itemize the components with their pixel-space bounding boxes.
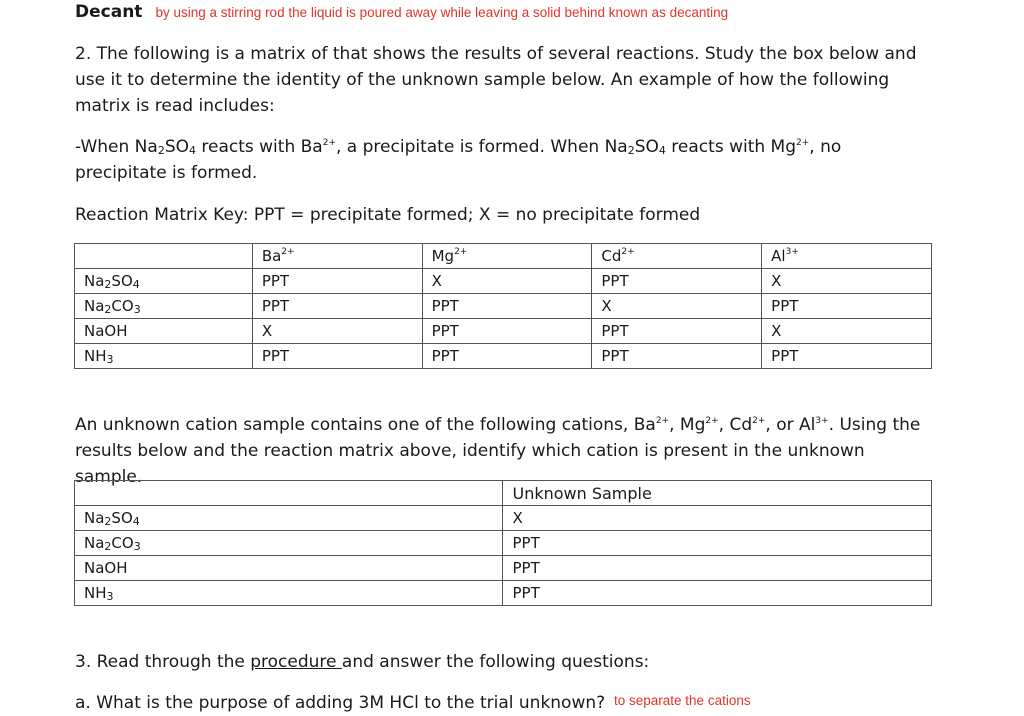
matrix-col-header: $Mg^{2+}$ xyxy=(422,244,592,269)
matrix-row xyxy=(75,269,932,294)
unknown-corner-cell xyxy=(75,481,503,506)
matrix-cell: PPT xyxy=(252,344,422,369)
unknown-cell: X xyxy=(503,506,932,531)
unknown-sample-header: Unknown Sample xyxy=(503,481,932,506)
matrix-row-header: NaOH xyxy=(75,319,253,344)
unknown-cell: PPT xyxy=(503,581,932,606)
decant-line xyxy=(75,2,728,22)
matrix-col-header: $Ba^{2+}$ xyxy=(252,244,422,269)
q2-intro: 2. The following is a matrix of that shows the results of several reactions. Study the box below and use it to determine the identity of the unknown sample below. An example of how the following matrix is read includes: xyxy=(75,44,917,116)
matrix-cell: PPT xyxy=(592,344,762,369)
unknown-row xyxy=(75,581,932,606)
matrix-cell: PPT xyxy=(252,269,422,294)
matrix-row xyxy=(75,344,932,369)
matrix-header-row xyxy=(75,244,932,269)
matrix-col-header: $Al^{3+}$ xyxy=(762,244,932,269)
matrix-row-header: $NH_3$ xyxy=(75,344,253,369)
unknown-row-header: $Na_2CO_3$ xyxy=(75,531,503,556)
unknown-cell: PPT xyxy=(503,531,932,556)
unknown-intro: An unknown cation sample contains one of the following cations, $Ba^{2+}$, $Mg^{2+}$, $Cd^{2+}$, or $Al^{3+}$. Using the results below and the reaction matrix above, identify which cation is present in the unknown sample. xyxy=(75,415,921,487)
unknown-row xyxy=(75,531,932,556)
matrix-cell: PPT xyxy=(592,269,762,294)
matrix-cell: PPT xyxy=(762,294,932,319)
decant-handwritten-answer: by using a stirring rod the liquid is poured away while leaving a solid behind known as decanting xyxy=(155,5,729,20)
matrix-row xyxy=(75,319,932,344)
unknown-row-header: $Na_2SO_4$ xyxy=(75,506,503,531)
procedure-link[interactable]: procedure xyxy=(250,652,342,672)
unknown-sample-table xyxy=(74,480,932,606)
decant-term: Decant xyxy=(75,2,143,22)
reaction-matrix-key: Reaction Matrix Key: PPT = precipitate formed; X = no precipitate formed xyxy=(75,205,701,225)
unknown-row-header: NaOH xyxy=(75,556,503,581)
matrix-cell: X xyxy=(762,319,932,344)
matrix-cell: PPT xyxy=(592,319,762,344)
matrix-corner-cell xyxy=(75,244,253,269)
matrix-row xyxy=(75,294,932,319)
q3a-handwritten-answer: to separate the cations xyxy=(614,693,751,708)
unknown-header-row xyxy=(75,481,932,506)
matrix-cell: PPT xyxy=(252,294,422,319)
matrix-cell: PPT xyxy=(422,319,592,344)
q3a-question: a. What is the purpose of adding 3M HCl to the trial unknown? xyxy=(75,693,606,713)
reaction-matrix-table xyxy=(74,243,932,369)
matrix-cell: X xyxy=(422,269,592,294)
unknown-row-header: $NH_3$ xyxy=(75,581,503,606)
matrix-cell: X xyxy=(252,319,422,344)
matrix-row-header: $Na_2CO_3$ xyxy=(75,294,253,319)
unknown-row xyxy=(75,556,932,581)
unknown-row xyxy=(75,506,932,531)
q3a-line xyxy=(75,690,605,716)
matrix-cell: PPT xyxy=(422,294,592,319)
matrix-col-header: $Cd^{2+}$ xyxy=(592,244,762,269)
matrix-cell: PPT xyxy=(762,344,932,369)
q2-example: -When $Na_2SO_4$ reacts with $Ba^{2+}$, a precipitate is formed. When $Na_2SO_4$ reacts with $Mg^{2+}$, no precipitate is formed. xyxy=(75,137,842,183)
matrix-row-header: $Na_2SO_4$ xyxy=(75,269,253,294)
q3-heading: 3. Read through the procedure and answer the following questions: xyxy=(75,652,650,672)
matrix-cell: X xyxy=(762,269,932,294)
matrix-cell: PPT xyxy=(422,344,592,369)
matrix-cell: X xyxy=(592,294,762,319)
unknown-cell: PPT xyxy=(503,556,932,581)
